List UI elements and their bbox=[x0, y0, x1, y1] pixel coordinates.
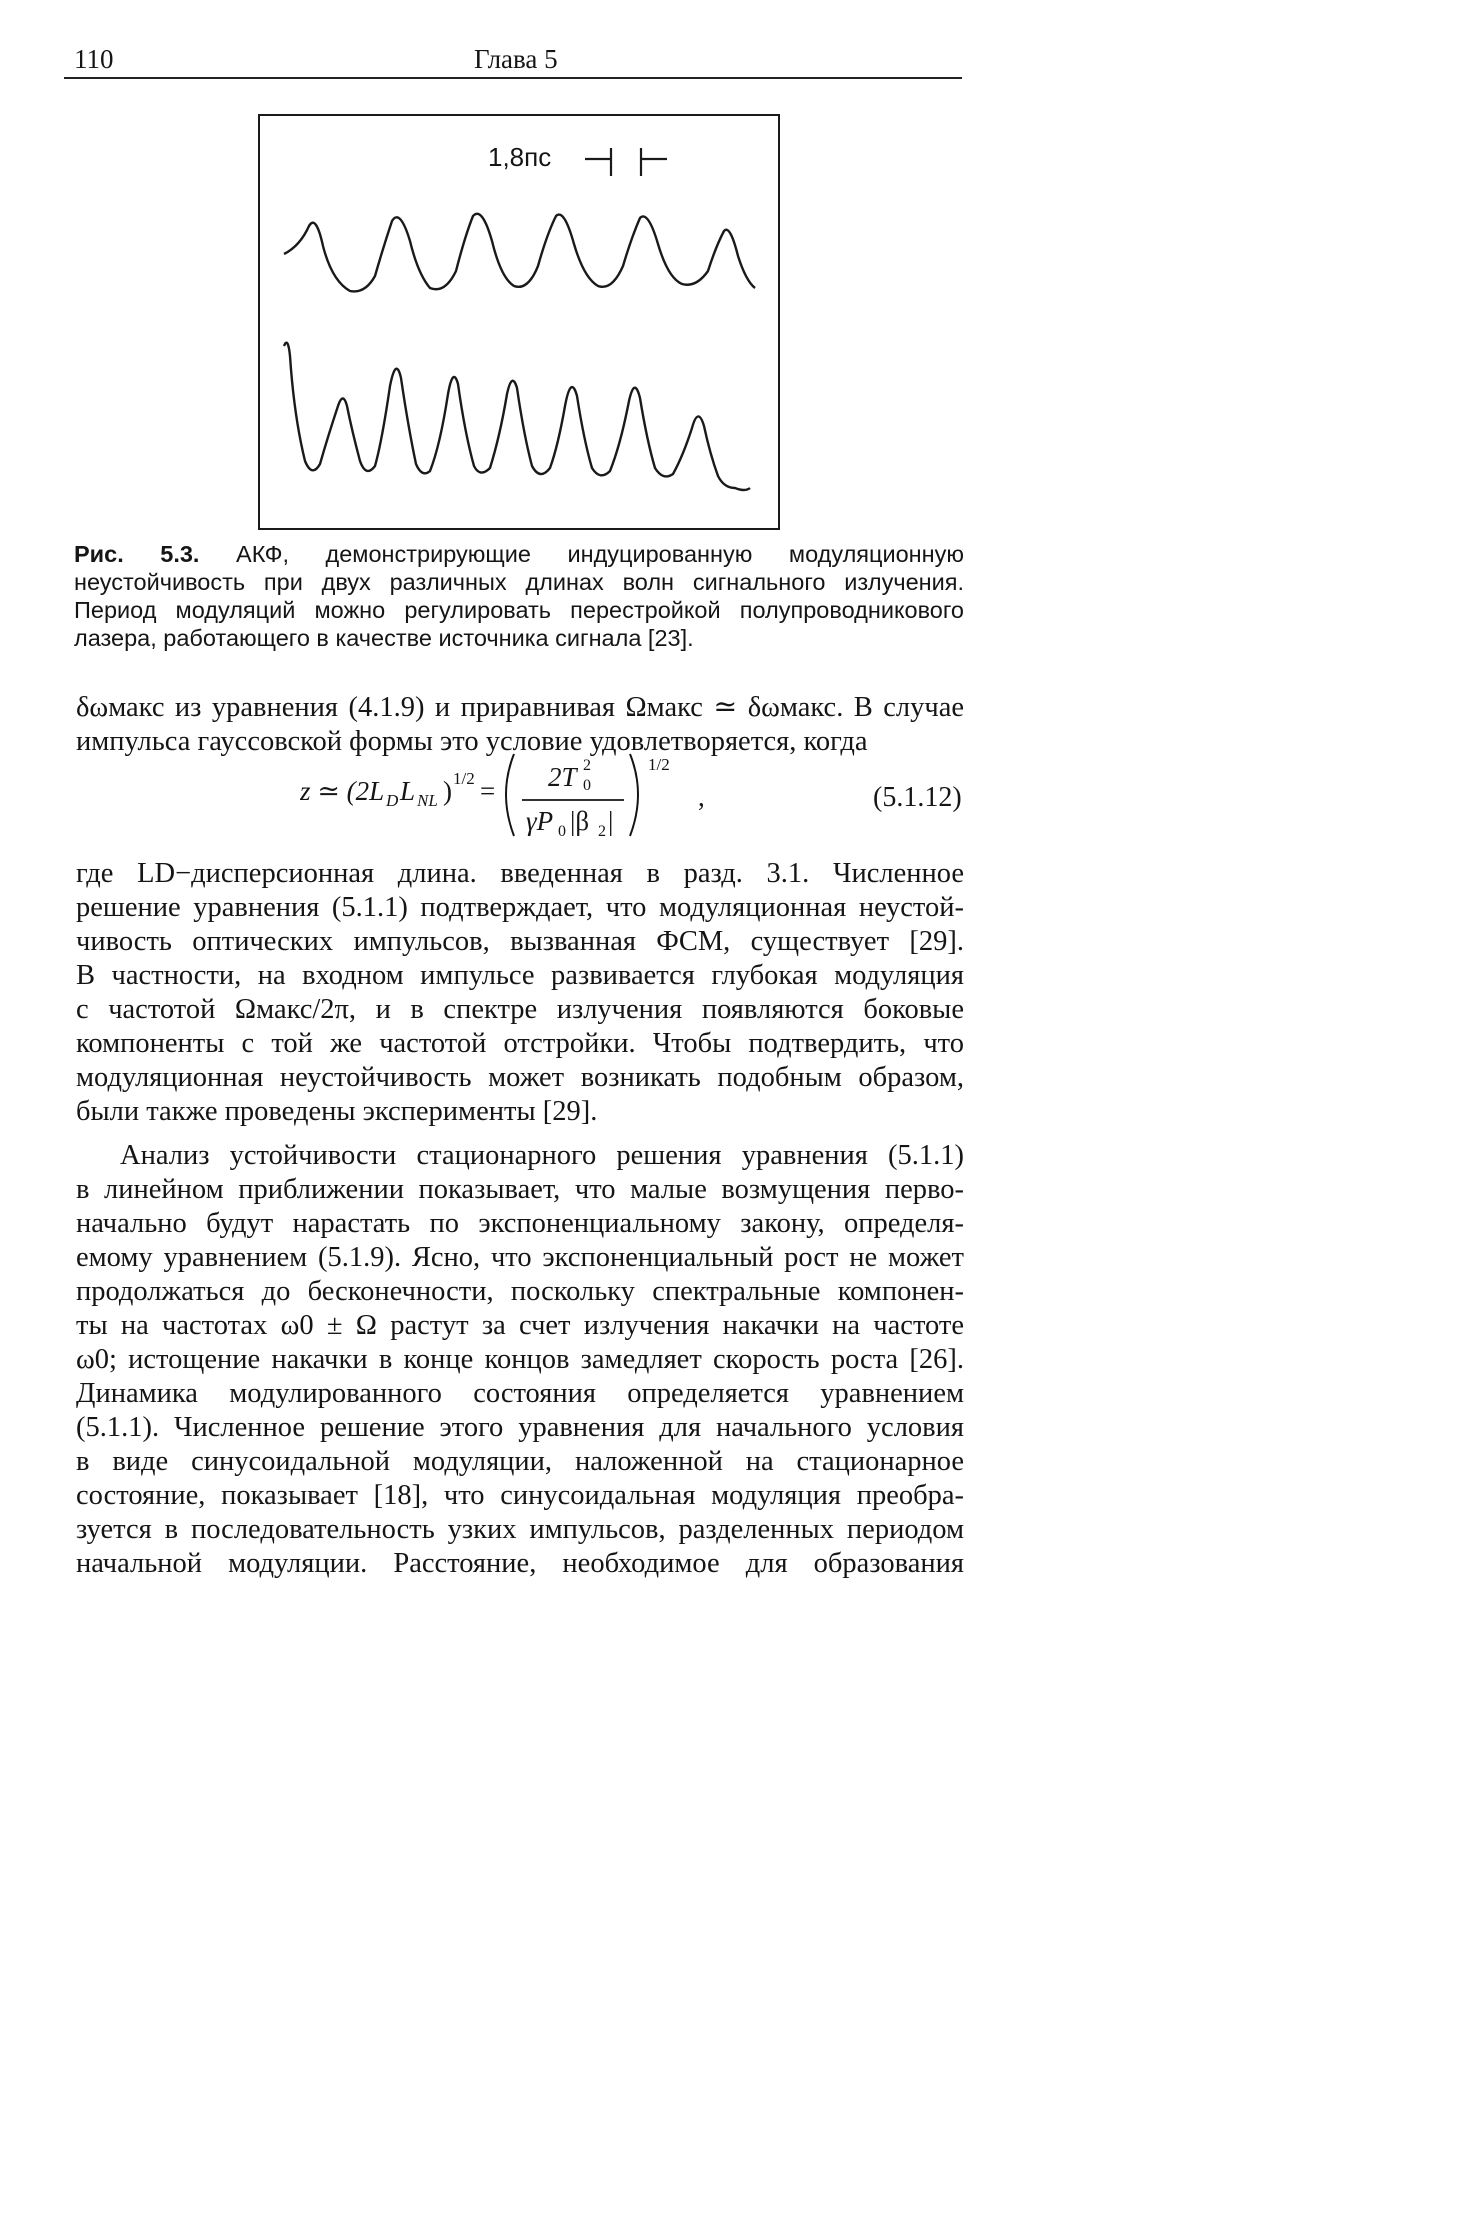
eq-denominator: γP bbox=[526, 806, 554, 836]
header-rule bbox=[64, 77, 962, 79]
equation-render bbox=[300, 748, 860, 844]
chapter-title: Глава 5 bbox=[474, 44, 558, 74]
text-line: компоненты с той же частотой отстройки. Чтобы подтвердить, что bbox=[76, 1028, 964, 1059]
eq-numerator: 2T bbox=[548, 762, 577, 792]
text-line: модуляционная неустойчивость может возникать подобным образом, bbox=[76, 1062, 964, 1093]
text-line: δωмакс из уравнения (4.1.9) и приравнивая Ωмакс ≃ δωмакс. В случае bbox=[76, 692, 964, 723]
caption-label: Рис. 5.3. bbox=[74, 541, 200, 567]
trace-lower bbox=[284, 343, 750, 490]
text-line: Анализ устойчивости стационарного решения уравнения (5.1.1) bbox=[120, 1140, 964, 1171]
text-line: ты на частотах ω0 ± Ω растут за счет излучения накачки на частоте bbox=[76, 1310, 964, 1341]
text-line: в виде синусоидальной модуляции, наложенной на стационарное bbox=[76, 1446, 964, 1477]
text-line: где LD−дисперсионная длина. введенная в разд. 3.1. Численное bbox=[76, 858, 964, 889]
text-line: продолжаться до бесконечности, поскольку спектральные компонен- bbox=[76, 1276, 964, 1307]
eq-mid: L bbox=[400, 776, 416, 806]
equation-number: (5.1.12) bbox=[873, 782, 962, 813]
scale-label: 1,8пс bbox=[488, 142, 552, 172]
text-line: В частности, на входном импульсе развивается глубокая модуляция bbox=[76, 960, 964, 991]
eq-num-sup: 2 bbox=[583, 757, 591, 774]
text-line: чивость оптических импульсов, вызванная ФСМ, существует [29]. bbox=[76, 926, 964, 957]
figure-5-3 bbox=[258, 114, 780, 530]
eq-close: ) bbox=[443, 776, 452, 806]
trace-upper bbox=[284, 214, 755, 292]
left-paren bbox=[506, 754, 514, 836]
text-line: Динамика модулированного состояния определяется уравнением bbox=[76, 1378, 964, 1409]
eq-den-mid: |β bbox=[570, 806, 590, 836]
eq-exp2: 1/2 bbox=[648, 755, 670, 774]
text-line: состояние, показывает [18], что синусоидальная модуляция преобра- bbox=[76, 1480, 964, 1511]
eq-comma: , bbox=[698, 782, 705, 812]
eq-den-sub0: 0 bbox=[558, 823, 566, 840]
text-line: ω0; истощение накачки в конце концов замедляет скорость роста [26]. bbox=[76, 1344, 964, 1375]
eq-den-sub2: 2 bbox=[598, 823, 606, 840]
text-line: начально будут нарастать по экспоненциальному закону, определя- bbox=[76, 1208, 964, 1239]
right-paren bbox=[630, 754, 638, 836]
text-line: были также проведены эксперименты [29]. bbox=[76, 1096, 598, 1127]
text-line: решение уравнения (5.1.1) подтверждает, что модуляционная неустой- bbox=[76, 892, 964, 923]
text-line: емому уравнением (5.1.9). Ясно, что экспоненциальный рост не может bbox=[76, 1242, 964, 1273]
eq-lhs: z ≃ (2L bbox=[300, 776, 385, 806]
eq-sub-nl: NL bbox=[417, 791, 438, 810]
text-line: в линейном приближении показывает, что малые возмущения перво- bbox=[76, 1174, 964, 1205]
eq-exp1: 1/2 bbox=[453, 769, 475, 788]
eq-equals: = bbox=[480, 776, 496, 806]
caption-text: АКФ, демонстрирующие индуцированную модуляционную неустойчивость при двух различных длинах волн сигнального излучения. Период модуляций можно регулировать перестройкой полупроводникового лазера, работающего в качестве источника сигнала [23]. bbox=[74, 541, 964, 651]
text-line: с частотой Ωмакс/2π, и в спектре излучения появляются боковые bbox=[76, 994, 964, 1025]
text-line: импульса гауссовской формы это условие удовлетворяется, когда bbox=[76, 726, 868, 757]
time-scale-bar bbox=[585, 148, 667, 176]
running-head bbox=[64, 44, 962, 80]
autocorrelation-traces bbox=[260, 116, 777, 527]
text-line: (5.1.1). Численное решение этого уравнения для начального условия bbox=[76, 1412, 964, 1443]
text-line: зуется в последовательность узких импульсов, разделенных периодом bbox=[76, 1514, 964, 1545]
eq-sub-d: D bbox=[386, 791, 399, 810]
eq-den-end: | bbox=[608, 806, 614, 836]
eq-num-sub: 0 bbox=[583, 777, 591, 794]
page-number: 110 bbox=[74, 44, 114, 74]
equation-5-1-12 bbox=[300, 748, 860, 844]
figure-caption bbox=[74, 540, 964, 652]
text-line: начальной модуляции. Расстояние, необходимое для образования bbox=[76, 1548, 964, 1579]
